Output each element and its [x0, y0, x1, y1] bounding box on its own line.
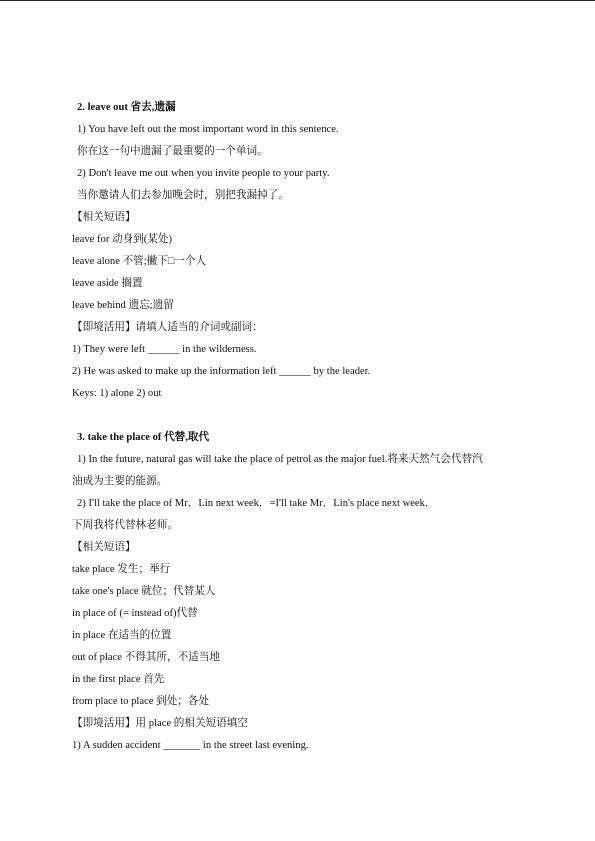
section-3-example-2-en: 2) I'll take the place of Mr．Lin next week．=I'll take Mr．Lin's place next week．: [77, 498, 436, 509]
section-3-phrase-item: take one's place 就位；代替某人: [72, 586, 216, 597]
section-3-practice-heading: 【即境活用】用 place 的相关短语填空: [72, 718, 248, 729]
section-2-phrases-heading: 【相关短语】: [72, 212, 136, 223]
section-2-phrase-item: leave for 动身到(某处): [72, 234, 173, 245]
section-3-title: 3. take the place of 代替,取代: [77, 432, 210, 443]
section-2-keys: Keys: 1) alone 2) out: [72, 388, 162, 399]
section-2-example-1-zh: 你在这一句中遗漏了最重要的一个单词。: [77, 146, 268, 157]
section-2-example-2-en: 2) Don't leave me out when you invite people to your party.: [77, 168, 330, 179]
section-3-phrase-item: from place to place 到处；各处: [72, 696, 210, 707]
section-3-example-1-line-1: 1) In the future, natural gas will take the place of petrol as the major fuel.将来天然气会代替汽: [77, 454, 483, 465]
section-2-phrase-item: leave behind 遗忘;遗留: [72, 300, 174, 311]
section-2-practice-item: 2) He was asked to make up the information left ______ by the leader.: [72, 366, 371, 377]
section-2-example-2-zh: 当你邀请人们去参加晚会时，别把我漏掉了。: [77, 190, 289, 201]
section-3-example-2-zh: 下周我将代替林老师。: [72, 520, 178, 531]
section-3-phrase-item: in the first place 首先: [72, 674, 165, 685]
section-2-practice-item: 1) They were left ______ in the wilderness.: [72, 344, 257, 355]
section-2-phrase-item: leave aside 搁置: [72, 278, 143, 289]
section-3-phrase-item: in place 在适当的位置: [72, 630, 172, 641]
section-2-example-1-en: 1) You have left out the most important word in this sentence.: [77, 124, 339, 135]
section-3-phrase-item: take place 发生；举行: [72, 564, 171, 575]
section-2-practice-heading: 【即境活用】请填人适当的介词或副词：: [72, 322, 263, 333]
section-2-title: 2. leave out 省去,遗漏: [77, 102, 176, 113]
section-2-phrase-item: leave alone 不管;撇下□一个人: [72, 256, 207, 267]
section-3-phrases-heading: 【相关短语】: [72, 542, 136, 553]
section-3-phrase-item: in place of (= instead of)代替: [72, 608, 198, 619]
section-3-example-1-line-2: 油成为主要的能源。: [72, 476, 168, 487]
section-3-phrase-item: out of place 不得其所，不适当地: [72, 652, 220, 663]
section-3-practice-item: 1) A sudden accident _______ in the street last evening.: [72, 740, 309, 751]
